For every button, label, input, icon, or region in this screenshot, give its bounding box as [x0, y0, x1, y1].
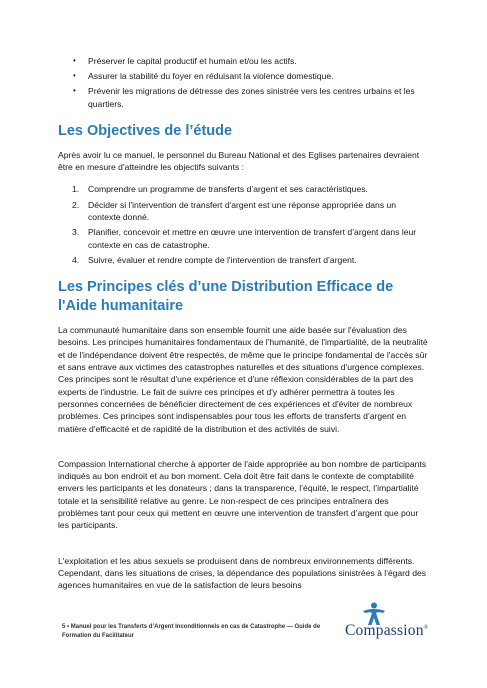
page-footer: 5 • Manuel pour les Transferts d’Argent Inconditionnels en cas de Catastrophe — Guide de Formation du Facilitateur — [62, 624, 321, 639]
list-item: 1. Comprendre un programme de transferts d’argent et ses caractéristiques. — [72, 184, 368, 195]
bullet-icon: • — [73, 86, 76, 96]
section-heading-objectives: Les Objectives de l’étude — [58, 122, 233, 139]
objectives-list — [58, 183, 430, 266]
list-number: 4. — [72, 254, 80, 265]
logo-wordmark: Compassion® — [345, 622, 429, 639]
list-number: 1. — [72, 184, 80, 195]
goals-bullet-list — [58, 55, 430, 110]
section-heading-principles: Les Principes clés d’une Distribution Efficace de l'Aide humanitaire — [58, 279, 394, 315]
page-content — [58, 55, 430, 602]
bullet-icon: • — [73, 56, 76, 65]
list-item: • Préserver le capital productif et humain et/ou les actifs. — [73, 56, 297, 66]
list-item: 3. Planifier, concevoir et mettre en œuvre une intervention de transfert d’argent dans leur contexte en cas de catastrophe. — [72, 227, 417, 250]
objectives-intro: Après avoir lu ce manuel, le personnel du Bureau National et des Eglises partenaires devraient être en mesure d'atteindre les objectifs suivants : — [58, 149, 420, 173]
bullet-icon: • — [73, 71, 76, 81]
compassion-paragraph: Compassion International cherche à apporter de l'aide appropriée au bon nombre de participants indiqués au bon endroit et au bon moment. Cela doit être fait dans le contexte de comptabilité envers les participants et les donateurs ; dans la transparence, l’équité, le respect, l’impartialité totale et la sensibilité relative au genre. Le non-respect de ces principes entraînera des problèmes tant pour ceux qui mettent en œuvre une intervention de transfert d’argent que pour les participants. — [58, 458, 427, 531]
exploitation-paragraph: L'exploitation et les abus sexuels se produisent dans de nombreux environnements différents. Cependant, dans les situations de crises, la dépendance des populations sinistrées à l'égard des agences humanitaires en vue de la satisfaction de leurs besoins — [58, 555, 427, 591]
list-number: 3. — [72, 227, 80, 238]
principles-paragraph: La communauté humanitaire dans son ensemble fournit une aide basée sur l'évaluation des besoins. Les principes humanitaires fondamentaux de l'humanité, de l'impartialité, de la neutralité et de l'indépendance doivent être respectés, de même que le principe fondamental de l'accès sûr et sans entrave aux victimes des catastrophes naturelles et des situations d'urgence complexes. Ces principes sont le résultat d'une expérience et d'une réflexion considérables de la part des experts de l'industrie. Le fait de suivre ces principes et d'y adhérer permettra à toutes les personnes concernées de bénéficier directement de ces expériences et d'éviter de nombreux problèmes. Ces principes sont indispensables pour tous les efforts de transferts d’argent en matière d'efficacité et de rapidité de la distribution et des activités de suivi. — [58, 325, 428, 434]
compassion-logo — [345, 602, 429, 642]
list-item: • Prévenir les migrations de détresse des zones sinistrée vers les centres urbains et les quartiers. — [73, 86, 415, 109]
list-number: 2. — [72, 199, 80, 210]
list-item: 4. Suivre, évaluer et rendre compte de l'intervention de transfert d’argent. — [72, 254, 357, 265]
list-item: 2. Décider si l'intervention de transfert d'argent est une réponse appropriée dans un contexte donné. — [72, 199, 397, 222]
list-item: • Assurer la stabilité du foyer en réduisant la violence domestique. — [73, 71, 334, 82]
